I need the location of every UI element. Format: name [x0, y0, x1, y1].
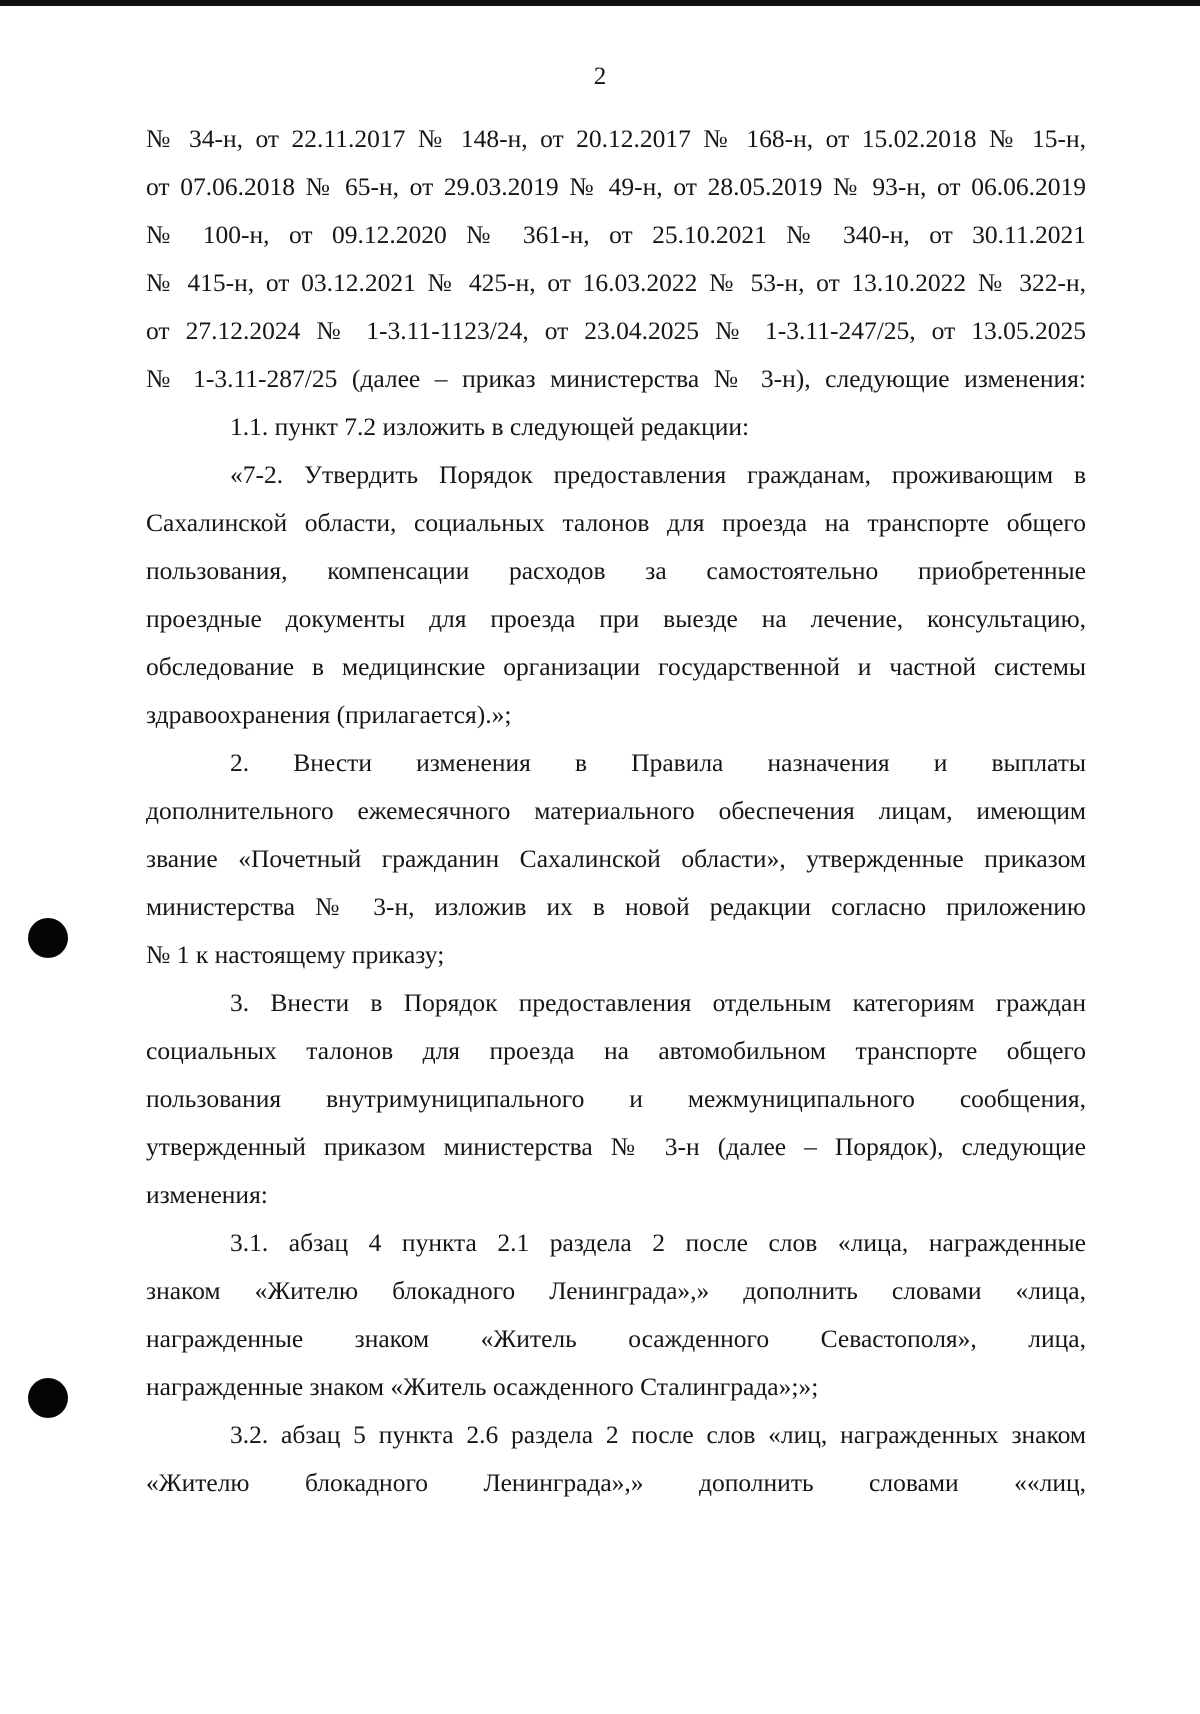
text-line: 2. Внести изменения в Правила назначения и выплаты [230, 748, 1086, 777]
punch-hole-mark [28, 1378, 68, 1418]
text-line: № 415-н, от 03.12.2021 № 425-н, от 16.03.2022 № 53-н, от 13.10.2022 № 322-н, [146, 268, 1086, 297]
text-line: 1.1. пункт 7.2 изложить в следующей редакции: [230, 412, 750, 441]
text-line: 3.2. абзац 5 пункта 2.6 раздела 2 после слов «лиц, награжденных знаком [230, 1420, 1086, 1449]
text-line: Сахалинской области, социальных талонов для проезда на транспорте общего [146, 508, 1086, 537]
text-line: утвержденный приказом министерства № 3-н (далее – Порядок), следующие [146, 1132, 1086, 1161]
text-line: № 34-н, от 22.11.2017 № 148-н, от 20.12.2017 № 168-н, от 15.02.2018 № 15-н, [146, 124, 1086, 153]
text-line: награжденные знаком «Житель осажденного Сталинграда»;»; [146, 1372, 819, 1401]
text-line: 3. Внести в Порядок предоставления отдельным категориям граждан [230, 988, 1086, 1017]
text-line: награжденные знаком «Житель осажденного Севастополя», лица, [146, 1324, 1086, 1353]
text-line: 3.1. абзац 4 пункта 2.1 раздела 2 после слов «лица, награжденные [230, 1228, 1086, 1257]
text-line: № 100-н, от 09.12.2020 № 361-н, от 25.10.2021 № 340-н, от 30.11.2021 [146, 220, 1086, 249]
text-line: пользования, компенсации расходов за самостоятельно приобретенные [146, 556, 1086, 585]
text-line: обследование в медицинские организации государственной и частной системы [146, 652, 1086, 681]
punch-hole-mark [28, 918, 68, 958]
text-line: дополнительного ежемесячного материального обеспечения лицам, имеющим [146, 796, 1086, 825]
text-line: знаком «Жителю блокадного Ленинграда»,» дополнить словами «лица, [146, 1276, 1086, 1305]
text-line: от 07.06.2018 № 65-н, от 29.03.2019 № 49-н, от 28.05.2019 № 93-н, от 06.06.2019 [146, 172, 1086, 201]
document-body [146, 115, 1086, 1507]
text-line: «Жителю блокадного Ленинграда»,» дополнить словами ««лиц, [146, 1468, 1086, 1497]
text-line: № 1 к настоящему приказу; [146, 940, 445, 969]
text-line: проездные документы для проезда при выезде на лечение, консультацию, [146, 604, 1086, 633]
text-line: пользования внутримуниципального и межмуниципального сообщения, [146, 1084, 1086, 1113]
page-number: 2 [593, 63, 607, 90]
text-line: здравоохранения (прилагается).»; [146, 700, 512, 729]
text-line: изменения: [146, 1180, 268, 1209]
text-line: звание «Почетный гражданин Сахалинской области», утвержденные приказом [146, 844, 1086, 873]
scan-top-edge [0, 0, 1200, 6]
text-line: социальных талонов для проезда на автомобильном транспорте общего [146, 1036, 1086, 1065]
text-line: «7-2. Утвердить Порядок предоставления гражданам, проживающим в [230, 460, 1086, 489]
text-line: министерства № 3-н, изложив их в новой редакции согласно приложению [146, 892, 1086, 921]
text-line: от 27.12.2024 № 1-3.11-1123/24, от 23.04.2025 № 1-3.11-247/25, от 13.05.2025 [146, 316, 1086, 345]
text-line: № 1-3.11-287/25 (далее – приказ министерства № 3-н), следующие изменения: [146, 364, 1086, 393]
